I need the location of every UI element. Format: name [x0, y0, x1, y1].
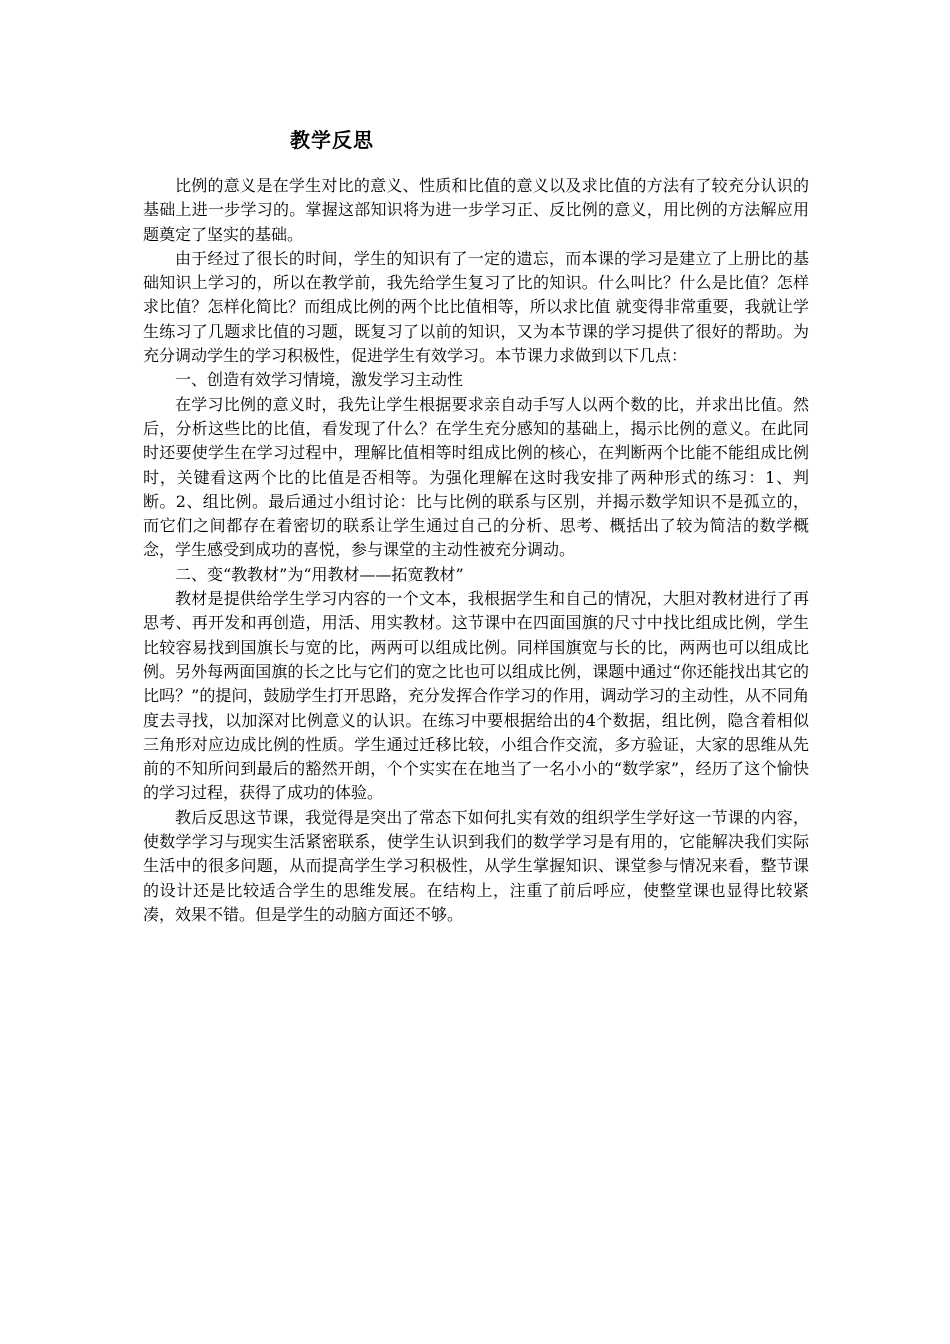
document-title: 教学反思 [290, 128, 374, 152]
section-heading-2: 二、变“教教材”为“用教材——拓宽教材” [175, 564, 464, 584]
document-body [143, 174, 809, 927]
section-heading-1: 一、创造有效学习情境，激发学习主动性 [175, 370, 464, 390]
paragraph-section-2: 教材是提供给学生学习内容的一个文本，我根据学生和自己的情况，大胆对教材进行了再思考、再开发和再创造，用活、用实教材。这节课中在四面国旗的尺寸中找比组成比例，学生比较容易找到国旗长与宽的比，两两可以组成比例。同样国旗宽与长的比，两两也可以组成比例。另外每两面国旗的长之比与它们的宽之比也可以组成比例，课题中通过“你还能找出其它的比吗？”的提问，鼓励学生打开思路，充分发挥合作学习的作用，调动学习的主动性，从不同角度去寻找，以加深对比例意义的认识。在练习中要根据给出的4个数据，组比例，隐含着相似三角形对应边成比例的性质。学生通过迁移比较，小组合作交流，多方验证，大家的思维从先前的不知所问到最后的豁然开朗，个个实实在在地当了一名小小的“数学家”，经历了这个愉快的学习过程，获得了成功的体验。 [143, 589, 809, 803]
paragraph-section-1: 在学习比例的意义时，我先让学生根据要求亲自动手写人以两个数的比，并求出比值。然后，分析这些比的比值，看发现了什么？在学生充分感知的基础上，揭示比例的意义。在此同时还要使学生在学习过程中，理解比值相等时组成比例的核心，在判断两个比能不能组成比例时，关键看这两个比的比值是否相等。为强化理解在这时我安排了两种形式的练习：1、判断。2、组比例。最后通过小组讨论：比与比例的联系与区别，并揭示数学知识不是孤立的，而它们之间都存在着密切的联系让学生通过自己的分析、思考、概括出了较为简洁的数学概念，学生感受到成功的喜悦，参与课堂的主动性被充分调动。 [143, 394, 809, 560]
paragraph-intro: 比例的意义是在学生对比的意义、性质和比值的意义以及求比值的方法有了较充分认识的基础上进一步学习的。掌握这部知识将为进一步学习正、反比例的意义，用比例的方法解应用题奠定了坚实的基础。 [143, 176, 809, 244]
paragraph-conclusion: 教后反思这节课，我觉得是突出了常态下如何扎实有效的组织学生学好这一节课的内容，使数学学习与现实生活紧密联系，使学生认识到我们的数学学习是有用的，它能解决我们实际生活中的很多问题，从而提高学生学习积极性，从学生掌握知识、课堂参与情况来看，整节课的设计还是比较适合学生的思维发展。在结构上，注重了前后呼应，使整堂课也显得比较紧凑，效果不错。但是学生的动脑方面还不够。 [143, 807, 809, 924]
paragraph-review: 由于经过了很长的时间，学生的知识有了一定的遗忘，而本课的学习是建立了上册比的基础知识上学习的，所以在教学前，我先给学生复习了比的知识。什么叫比？什么是比值？怎样求比值？怎样化简比？而组成比例的两个比比值相等，所以求比值 就变得非常重要，我就让学生练习了几题求比值的习题，既复习了以前的知识，又为本节课的学习提供了很好的帮助。为充分调动学生的学习积极性，促进学生有效学习。本节课力求做到以下几点： [143, 248, 809, 366]
